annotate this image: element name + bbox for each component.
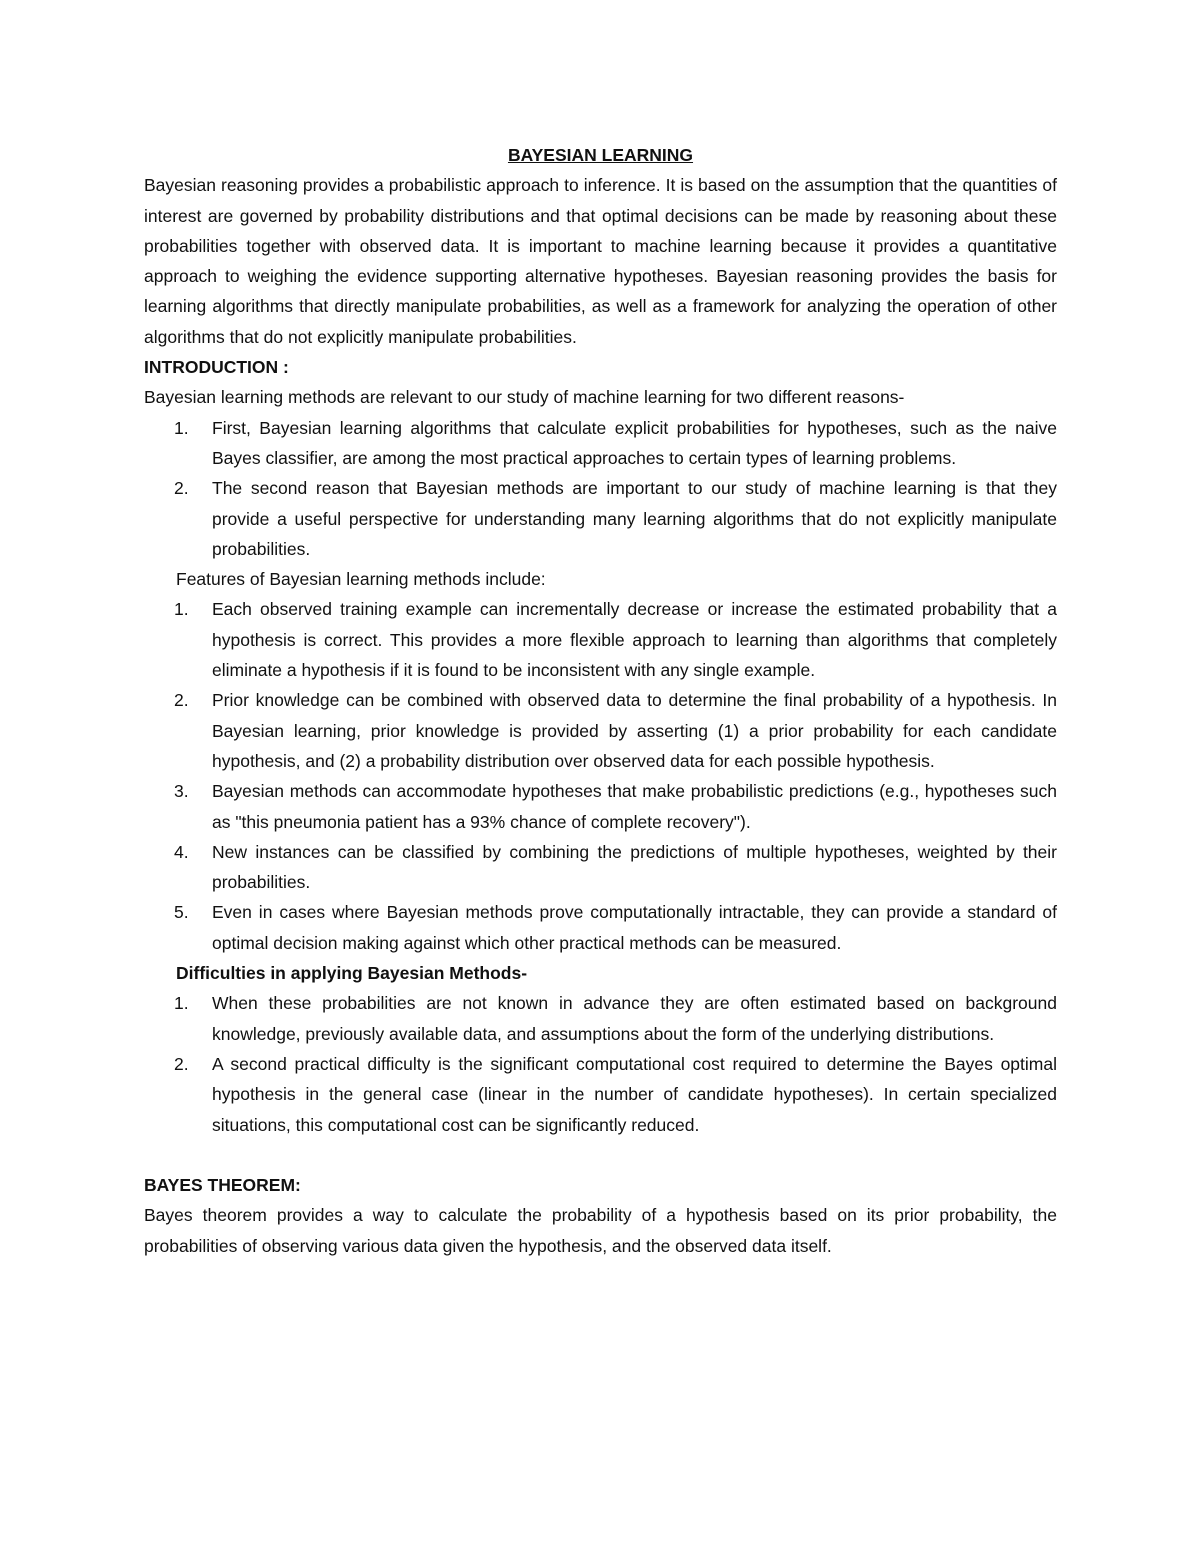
- list-item-text: The second reason that Bayesian methods are important to our study of machine learning is that they provide a useful perspective for understanding many learning algorithms that do not explicitly manipulate probabilities.: [212, 478, 1057, 559]
- difficulties-list: [144, 988, 1057, 1139]
- document-title: BAYESIAN LEARNING: [507, 145, 694, 165]
- document-page: [144, 140, 1057, 1261]
- features-list: [144, 594, 1057, 958]
- features-heading: Features of Bayesian learning methods include:: [176, 569, 546, 590]
- blank-line: [144, 1140, 1057, 1170]
- list-item-number: 2.: [174, 478, 189, 499]
- list-item-number: 4.: [174, 841, 189, 862]
- list-item-text: Prior knowledge can be combined with observed data to determine the final probability of a hypothesis. In Bayesian learning, prior knowledge is provided by asserting (1) a prior probability for each candidate hypothesis, and (2) a probability distribution over observed data for each possible hypothesis.: [212, 690, 1057, 771]
- list-item: [144, 776, 1057, 837]
- list-item: [144, 594, 1057, 685]
- intro-paragraph: Bayesian reasoning provides a probabilistic approach to inference. It is based on the assumption that the quantities of interest are governed by probability distributions and that optimal decisions can be made by reasoning about these probabilities together with observed data. It is important to machine learning because it provides a quantitative approach to weighing the evidence supporting alternative hypotheses. Bayesian reasoning provides the basis for learning algorithms that directly manipulate probabilities, as well as a framework for analyzing the operation of other algorithms that do not explicitly manipulate probabilities.: [144, 175, 1057, 347]
- list-item-text: First, Bayesian learning algorithms that calculate explicit probabilities for hypotheses, such as the naive Bayes classifier, are among the most practical approaches to certain types of learning problems.: [212, 417, 1057, 468]
- list-item-text: Each observed training example can incrementally decrease or increase the estimated probability that a hypothesis is correct. This provides a more flexible approach to learning than algorithms that completely eliminate a hypothesis if it is found to be inconsistent with any single example.: [212, 599, 1057, 681]
- reasons-list: [144, 413, 1057, 564]
- list-item: [144, 413, 1057, 474]
- list-item-text: Even in cases where Bayesian methods prove computationally intractable, they can provide a standard of optimal decision making against which other practical methods can be measured.: [212, 902, 1057, 953]
- list-item-number: 3.: [174, 781, 189, 802]
- bayes-theorem-text: Bayes theorem provides a way to calculate the probability of a hypothesis based on its prior probability, the probabilities of observing various data given the hypothesis, and the observed data itself.: [144, 1205, 1057, 1256]
- list-item-number: 2.: [174, 690, 189, 711]
- list-item-number: 1.: [174, 993, 189, 1014]
- list-item: [144, 837, 1057, 898]
- list-item-number: 1.: [174, 599, 189, 620]
- list-item: [144, 685, 1057, 776]
- introduction-lead: Bayesian learning methods are relevant to our study of machine learning for two different reasons-: [144, 387, 905, 408]
- introduction-heading: INTRODUCTION :: [144, 357, 289, 378]
- difficulties-heading: Difficulties in applying Bayesian Methods-: [176, 963, 528, 984]
- list-item-number: 2.: [174, 1053, 189, 1074]
- list-item: [144, 897, 1057, 958]
- bayes-theorem-heading: BAYES THEOREM:: [144, 1175, 301, 1196]
- list-item: [144, 473, 1057, 564]
- list-item-text: When these probabilities are not known in advance they are often estimated based on background knowledge, previously available data, and assumptions about the form of the underlying distributions.: [212, 993, 1057, 1044]
- list-item-text: New instances can be classified by combining the predictions of multiple hypotheses, weighted by their probabilities.: [212, 841, 1057, 893]
- list-item-number: 1.: [174, 417, 189, 438]
- list-item-text: A second practical difficulty is the significant computational cost required to determine the Bayes optimal hypothesis in the general case (linear in the number of candidate hypotheses). In certain specialized situations, this computational cost can be significantly reduced.: [212, 1053, 1057, 1135]
- list-item-number: 5.: [174, 902, 189, 923]
- list-item: [144, 988, 1057, 1049]
- list-item-text: Bayesian methods can accommodate hypotheses that make probabilistic predictions (e.g., hypotheses such as "this pneumonia patient has a 93% chance of complete recovery").: [212, 781, 1057, 832]
- list-item: [144, 1049, 1057, 1140]
